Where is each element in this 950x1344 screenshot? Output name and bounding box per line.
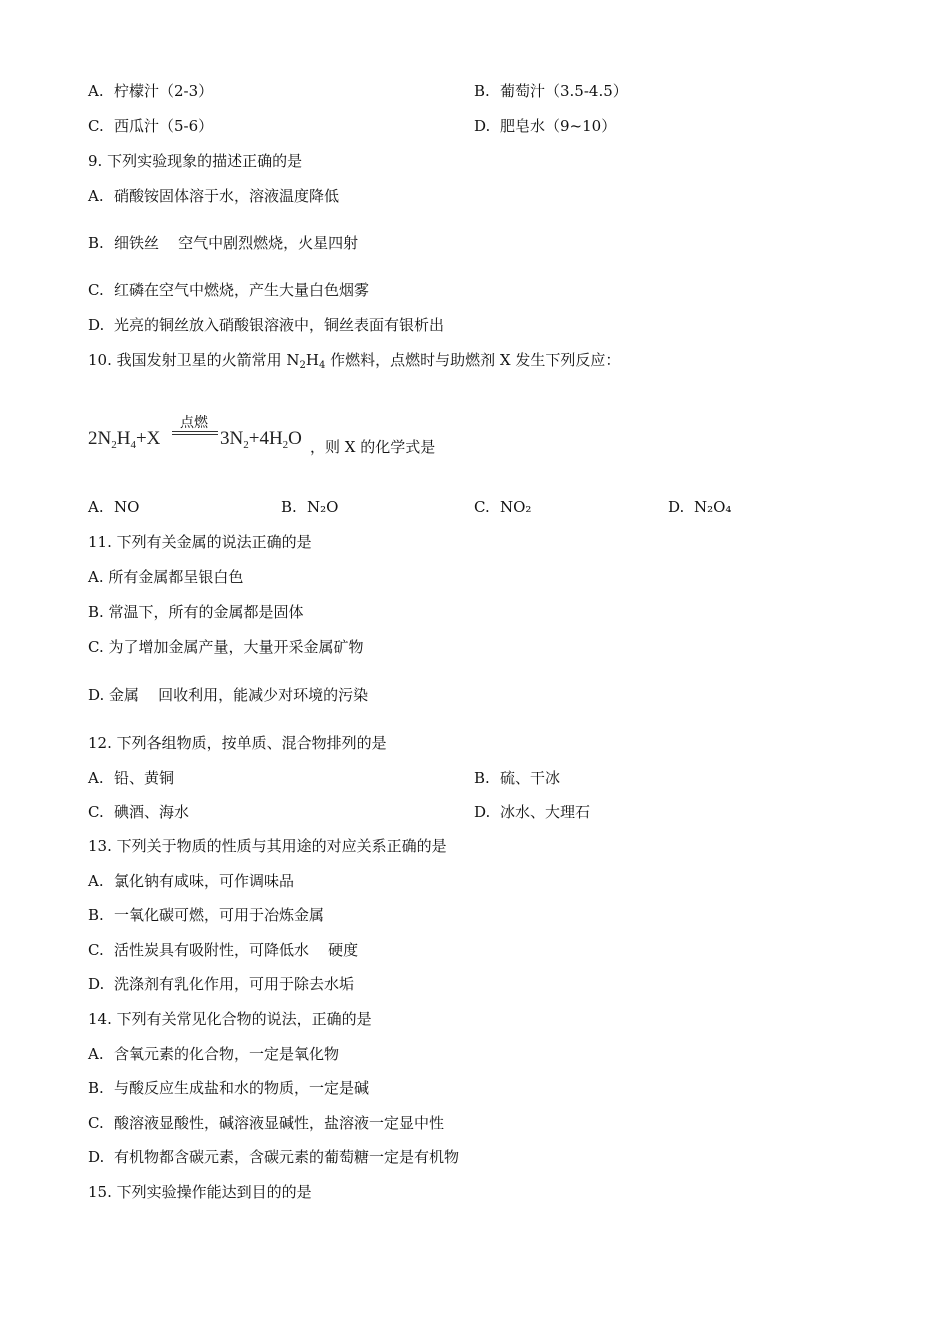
option-text: 红磷在空气中燃烧，产生大量白色烟雾 [114, 281, 370, 299]
equation-bar-bottom [172, 434, 218, 435]
option-text: 细铁丝 空气中剧烈燃烧，火星四射 [114, 234, 359, 252]
option-text: 铅、黄铜 [114, 769, 175, 787]
stem-part: 作燃料，点燃时与助燃剂 X 发生下列反应： [325, 351, 621, 369]
q10-option-a [88, 497, 139, 517]
reaction-condition: 点燃 [180, 415, 208, 431]
option-text: NO₂ [500, 498, 532, 516]
option-text: 肥皂水（9~10） [500, 117, 617, 135]
q15-stem: 15. 下列实验操作能达到目的的是 [88, 1183, 312, 1201]
option-letter: A. [88, 187, 104, 205]
q9-option-d [88, 315, 444, 335]
q12-option-d [474, 802, 590, 822]
option-text: 冰水、大理石 [500, 803, 591, 821]
option-letter: A. [88, 1045, 104, 1063]
option-text: 含氧元素的化合物，一定是氧化物 [114, 1045, 340, 1063]
subscript: 4 [319, 360, 326, 371]
equation-bar-top [172, 431, 218, 432]
option-letter: D. [88, 1148, 105, 1166]
option-text: 一氧化碳可燃，可用于冶炼金属 [114, 906, 325, 924]
q11-option-d: D. 金属 回收利用，能减少对环境的污染 [88, 686, 369, 704]
option-letter: D. [88, 316, 105, 334]
option-text: 碘酒、海水 [114, 803, 190, 821]
option-letter: B. [281, 498, 297, 516]
equation-question: ，则 X 的化学式是 [310, 438, 436, 456]
option-letter: A. [88, 82, 104, 100]
q8-option-a [88, 81, 213, 101]
q9-option-c [88, 280, 369, 300]
equation-right: $3N_2+4H_2O$ [220, 428, 302, 451]
q11-option-a: A. 所有金属都呈银白色 [88, 568, 244, 586]
q11-option-c: C. 为了增加金属产量，大量开采金属矿物 [88, 638, 364, 656]
option-letter: B. [474, 769, 490, 787]
option-letter: D. [668, 498, 685, 516]
q9-stem: 9. 下列实验现象的描述正确的是 [88, 152, 303, 170]
option-text: 柠檬汁（2-3） [114, 82, 214, 100]
q13-stem: 13. 下列关于物质的性质与其用途的对应关系正确的是 [88, 837, 447, 855]
q10-option-c [474, 497, 531, 517]
q11-stem: 11. 下列有关金属的说法正确的是 [88, 533, 312, 551]
option-letter: C. [88, 1114, 104, 1132]
q12-stem: 12. 下列各组物质，按单质、混合物排列的是 [88, 734, 387, 752]
option-letter: A. [88, 872, 104, 890]
q11-option-b: B. 常温下，所有的金属都是固体 [88, 603, 304, 621]
option-letter: D. [474, 117, 491, 135]
option-letter: A. [88, 769, 104, 787]
q13-option-d [88, 974, 354, 994]
option-text: 硫、干冰 [500, 769, 561, 787]
q8-option-d [474, 116, 616, 136]
stem-part: H [305, 351, 319, 369]
q13-option-b [88, 905, 324, 925]
option-letter: B. [88, 906, 104, 924]
q14-option-b [88, 1078, 369, 1098]
option-letter: C. [474, 498, 490, 516]
option-text: 洗涤剂有乳化作用，可用于除去水垢 [114, 975, 355, 993]
q12-option-b [474, 768, 560, 788]
option-text: 西瓜汁（5-6） [114, 117, 214, 135]
q14-option-d [88, 1147, 459, 1167]
option-text: 酸溶液显酸性，碱溶液显碱性，盐溶液一定显中性 [114, 1114, 445, 1132]
option-text: N₂O₄ [694, 498, 732, 516]
option-letter: A. [88, 498, 104, 516]
q14-option-c [88, 1113, 444, 1133]
q10-option-b [281, 497, 338, 517]
q9-option-a [88, 186, 339, 206]
option-text: 活性炭具有吸附性，可降低水 硬度 [114, 941, 359, 959]
q8-option-c [88, 116, 213, 136]
equation-left: $2N_2H_4+X$ [88, 428, 161, 451]
q8-option-b [474, 81, 628, 101]
option-text: 与酸反应生成盐和水的物质，一定是碱 [114, 1079, 370, 1097]
option-letter: C. [88, 941, 104, 959]
option-letter: B. [88, 1079, 104, 1097]
option-letter: C. [88, 803, 104, 821]
subscript: 2 [299, 360, 306, 371]
q13-option-a [88, 871, 294, 891]
q12-option-c [88, 802, 189, 822]
option-text: 光亮的铜丝放入硝酸银溶液中，铜丝表面有银析出 [114, 316, 445, 334]
option-letter: D. [88, 975, 105, 993]
q14-stem: 14. 下列有关常见化合物的说法，正确的是 [88, 1010, 372, 1028]
option-text: 氯化钠有咸味，可作调味品 [114, 872, 295, 890]
option-letter: D. [474, 803, 491, 821]
option-letter: C. [88, 281, 104, 299]
q14-option-a [88, 1044, 339, 1064]
stem-part: 10. 我国发射卫星的火箭常用 N [88, 351, 300, 369]
option-letter: C. [88, 117, 104, 135]
option-letter: B. [474, 82, 490, 100]
option-letter: B. [88, 234, 104, 252]
q9-option-b [88, 233, 358, 253]
q13-option-c [88, 940, 358, 960]
q10-option-d [668, 497, 731, 517]
option-text: 葡萄汁（3.5-4.5） [500, 82, 628, 100]
option-text: N₂O [307, 498, 339, 516]
q12-option-a [88, 768, 174, 788]
q10-stem [88, 350, 620, 370]
option-text: 有机物都含碳元素，含碳元素的葡萄糖一定是有机物 [114, 1148, 460, 1166]
option-text: 硝酸铵固体溶于水，溶液温度降低 [114, 187, 340, 205]
option-text: NO [114, 498, 140, 516]
